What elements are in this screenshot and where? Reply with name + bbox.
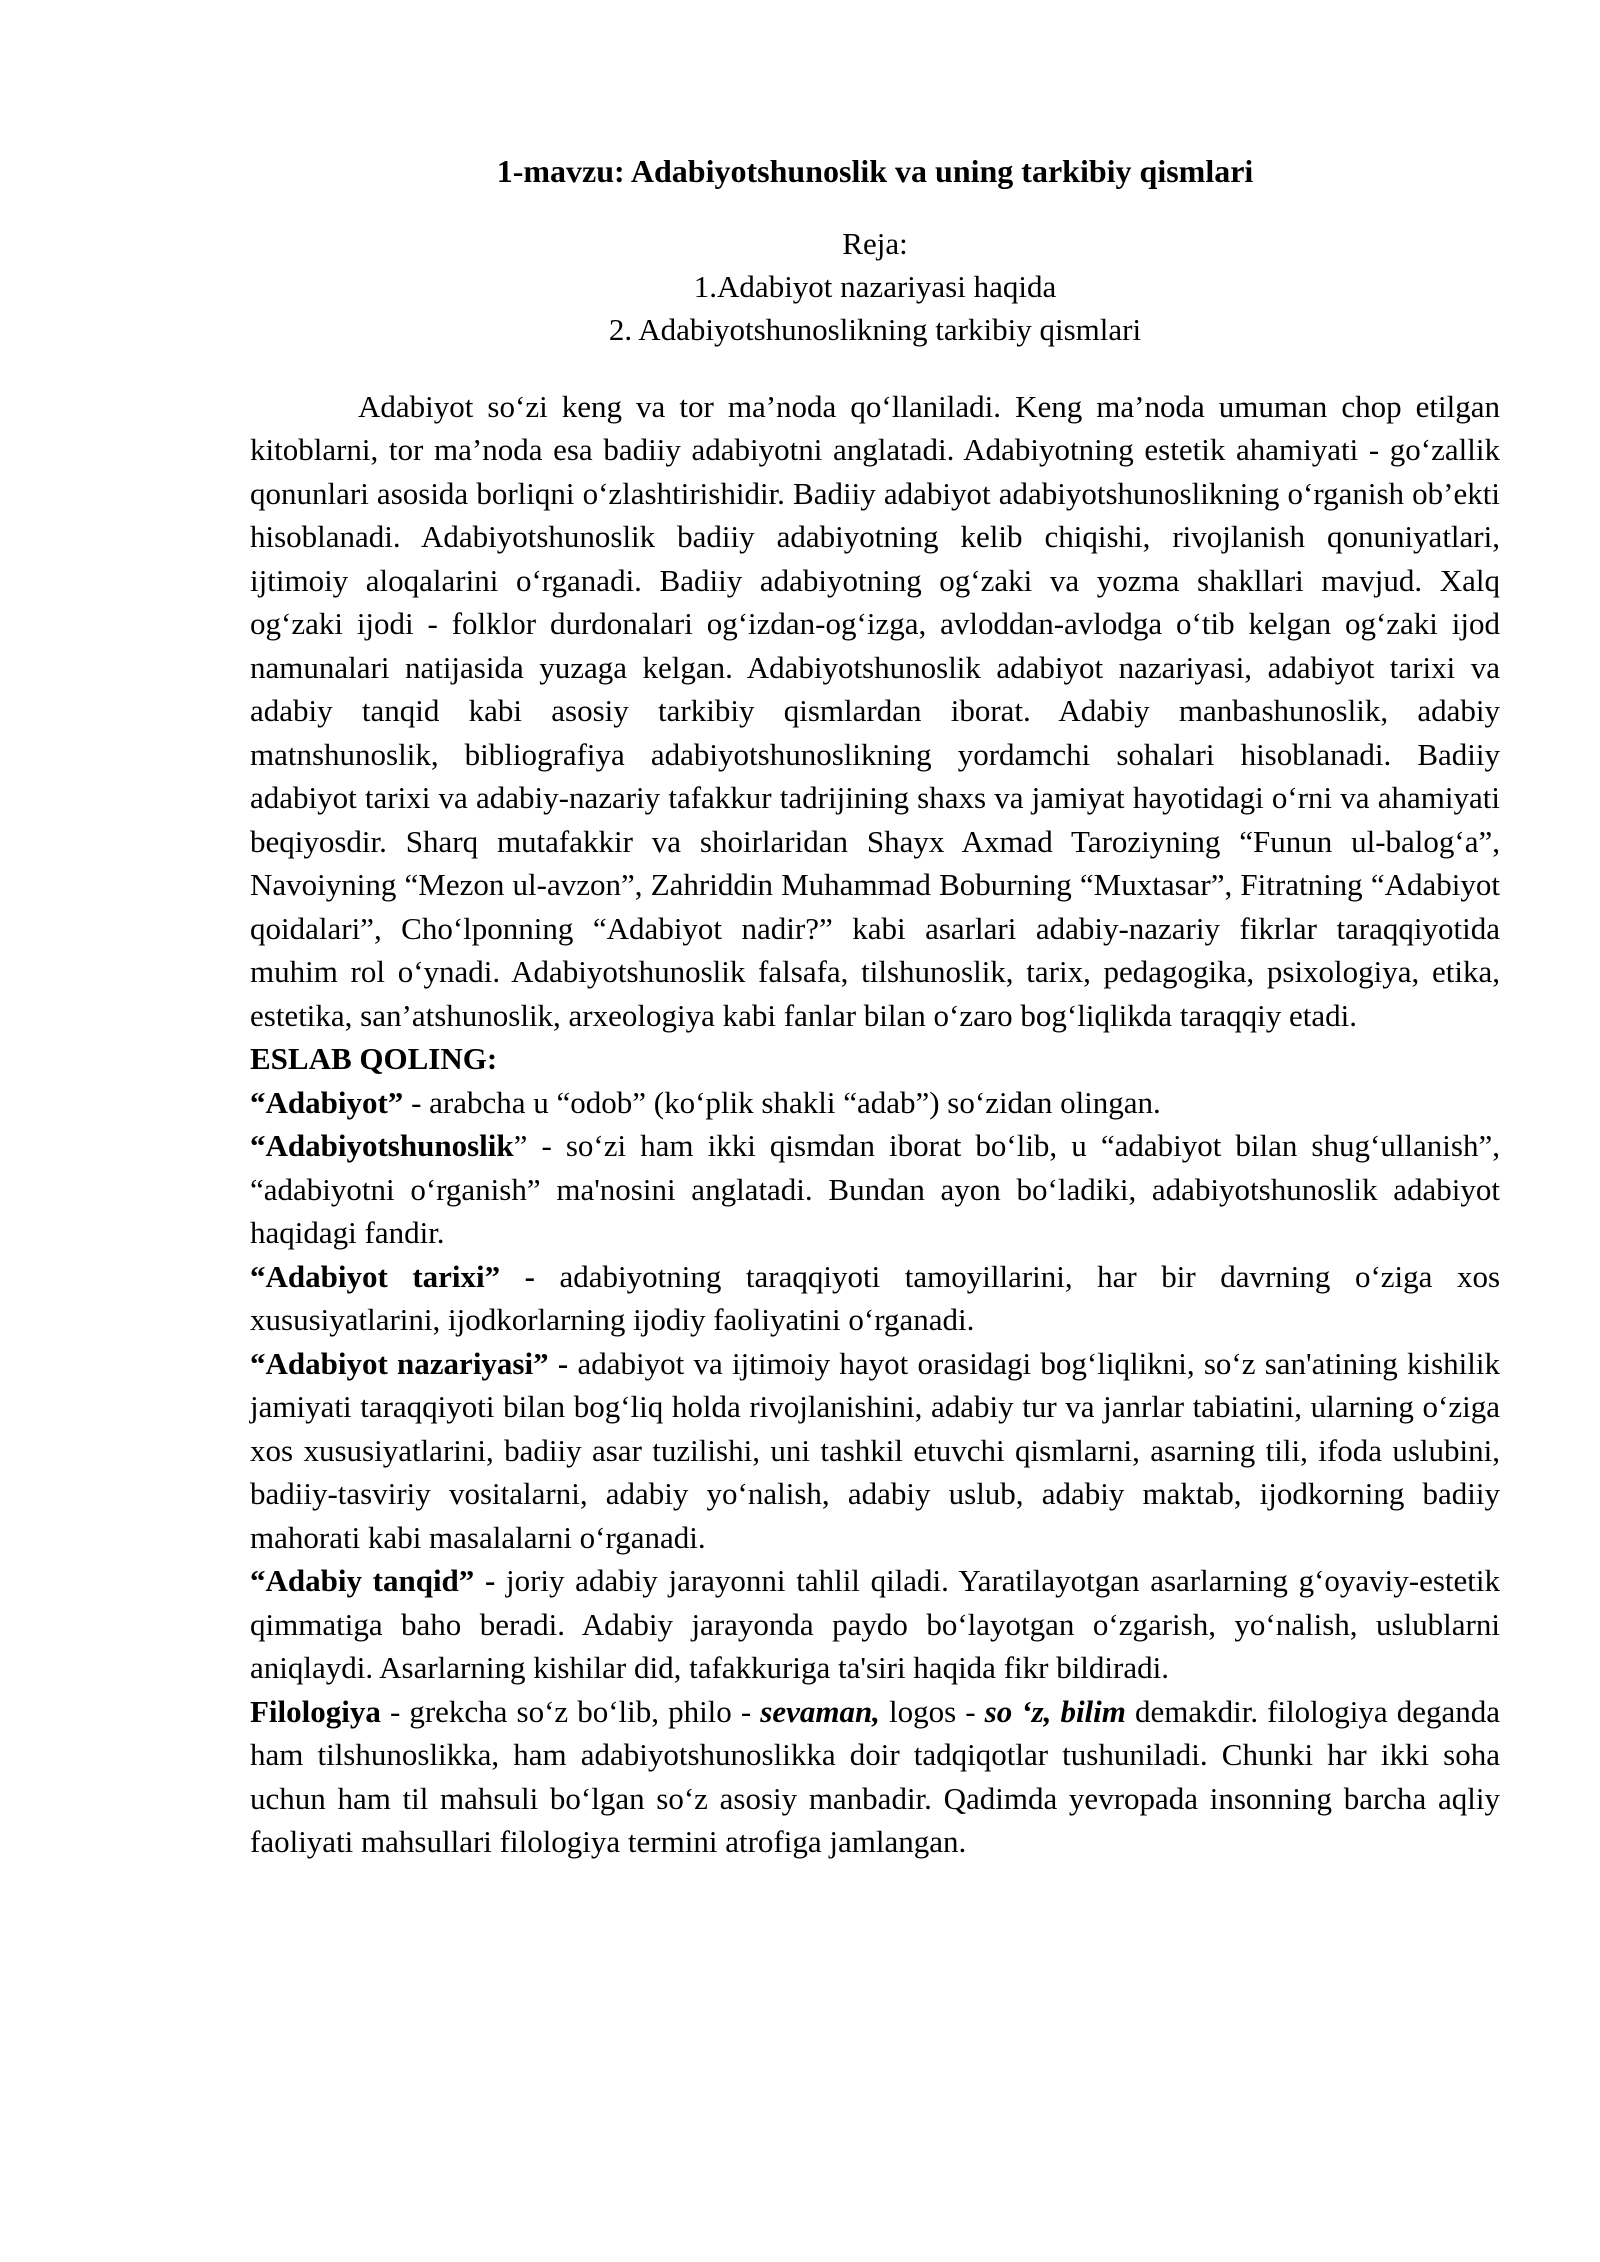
definition-paragraph xyxy=(250,1255,1500,1342)
definition-paragraph xyxy=(250,1081,1500,1125)
definition-paragraph xyxy=(250,1124,1500,1255)
definition-term: “Adabiyotshunoslik xyxy=(250,1128,514,1163)
definition-term: “Adabiyot nazariyasi” - xyxy=(250,1345,569,1381)
philology-emphasis: sevaman, xyxy=(760,1693,880,1729)
document-page xyxy=(250,150,1500,1864)
philology-text: - grekcha so‘z bo‘lib, philo - xyxy=(380,1693,761,1729)
definition-separator xyxy=(535,1259,560,1294)
philology-text: logos - xyxy=(879,1693,985,1729)
definition-paragraph xyxy=(250,1342,1500,1560)
definition-text: so‘zi ham ikki qismdan iborat bo‘lib, u “adabiyot bilan shug‘ullanish”, “adabiyotni o‘rganish” ma'nosini anglatadi. Bundan ayon bo‘ladiki, adabiyotshunoslik adabiyot haqidagi fandir. xyxy=(250,1128,1500,1250)
definition-term: “Adabiyot” xyxy=(250,1084,404,1120)
plan-item: 2. Adabiyotshunoslikning tarkibiy qismlari xyxy=(608,311,1142,347)
definition-separator: - xyxy=(403,1084,430,1120)
remember-heading: ESLAB QOLING: xyxy=(250,1041,498,1076)
definition-paragraph xyxy=(250,1559,1500,1690)
intro-paragraph: Adabiyot so‘zi keng va tor ma’noda qo‘llaniladi. Keng ma’noda umuman chop etilgan kitoblarni, tor ma’noda esa badiiy adabiyotni anglatadi. Adabiyotning estetik ahamiyati - go‘zallik qonunlari asosida borliqni o‘zlashtirishidir. Badiiy adabiyot adabiyotshunoslikning o‘rganish ob’ekti hisoblanadi. Adabiyotshunoslik badiiy adabiyotning kelib chiqishi, rivojlanish qonuniyatlari, ijtimoiy aloqalarini o‘rganadi. Badiiy adabiyotning og‘zaki va yozma shakllari mavjud. Xalq og‘zaki ijodi - folklor durdonalari og‘izdan-og‘izga, avloddan-avlodga o‘tib kelgan og‘zaki ijod namunalari natijasida yuzaga kelgan. Adabiyotshunoslik adabiyot nazariyasi, adabiyot tarixi va adabiy tanqid kabi asosiy tarkibiy qismlardan iborat. Adabiy manbashunoslik, adabiy matnshunoslik, bibliografiya adabiyotshunoslikning yordamchi sohalari hisoblanadi. Badiiy adabiyot tarixi va adabiy-nazariy tafakkur tadrijining shaxs va jamiyat hayotidagi o‘rni va ahamiyati beqiyosdir. Sharq mutafakkir va shoirlaridan Shayx Axmad Taroziyning “Funun ul-balog‘a”, Navoiyning “Mezon ul-avzon”, Zahriddin Muhammad Boburning “Muxtasar”, Fitratning “Adabiyot qoidalari”, Cho‘lponning “Adabiyot nadir?” kabi asarlari adabiy-nazariy fikrlar taraqqiyotida muhim rol o‘ynadi. Adabiyotshunoslik falsafa, tilshunoslik, tarix, pedagogika, psixologiya, etika, estetika, san’atshunoslik, arxeologiya kabi fanlar bilan o‘zaro bog‘liqlikda taraqqiy etadi. xyxy=(250,388,1500,1033)
definition-separator xyxy=(495,1563,506,1598)
plan-heading: Reja: xyxy=(842,225,908,261)
definition-text: adabiyot va ijtimoiy hayot orasidagi bog‘liqlikni, so‘z san'atining kishilik jamiyati taraqqiyoti bilan bog‘liq holda rivojlanishini, adabiy tur va janrlar tabiatini, ularning o‘ziga xos xususiyatlarini, badiiy asar tuzilishi, uni tashkil etuvchi qismlarni, asarning tili, ifoda uslubini, badiiy-tasviriy vositalarni, adabiy yo‘nalish, adabiy uslub, adabiy maktab, ijodkorning badiiy mahorati kabi masalalarni o‘rganadi. xyxy=(250,1345,1501,1555)
philology-term: Filologiya xyxy=(250,1693,381,1729)
page-title: 1-mavzu: Adabiyotshunoslik va uning tarkibiy qismlari xyxy=(496,153,1254,189)
plan-block xyxy=(250,222,1500,351)
definition-text: joriy adabiy jarayonni tahlil qiladi. Yaratilayotgan asarlarning g‘oyaviy-estetik qimmatiga baho beradi. Adabiy jarayonda paydo bo‘layotgan o‘zgarish, yo‘nalish, uslublarni aniqlaydi. Asarlarning kishilar did, tafakkuriga ta'siri haqida fikr bildiradi. xyxy=(250,1563,1501,1685)
definition-term: “Adabiy tanqid” - xyxy=(250,1563,496,1598)
definition-term: “Adabiyot tarixi” - xyxy=(250,1258,535,1294)
definition-separator: ” - xyxy=(513,1128,566,1163)
philology-text: demakdir. filologiya deganda ham tilshunoslikka, ham adabiyotshunoslikka doir tadqiqotlar tushuniladi. Chunki har ikki soha uchun ham til mahsuli bo‘lgan so‘z asosiy manbadir. Qadimda yevropada insonning barcha aqliy faoliyati mahsullari filologiya termini atrofiga jamlangan. xyxy=(250,1693,1501,1859)
philology-emphasis: so ‘z, bilim xyxy=(984,1693,1126,1729)
philology-paragraph xyxy=(250,1690,1500,1864)
plan-item: 1.Adabiyot nazariyasi haqida xyxy=(693,268,1057,304)
definition-text: adabiyotning taraqqiyoti tamoyillarini, har bir davrning o‘ziga xos xususiyatlarini, ijodkorlarning ijodiy faoliyatini o‘rganadi. xyxy=(250,1258,1501,1337)
definition-text: arabcha u “odob” (ko‘plik shakli “adab”) so‘zidan olingan. xyxy=(429,1084,1161,1120)
